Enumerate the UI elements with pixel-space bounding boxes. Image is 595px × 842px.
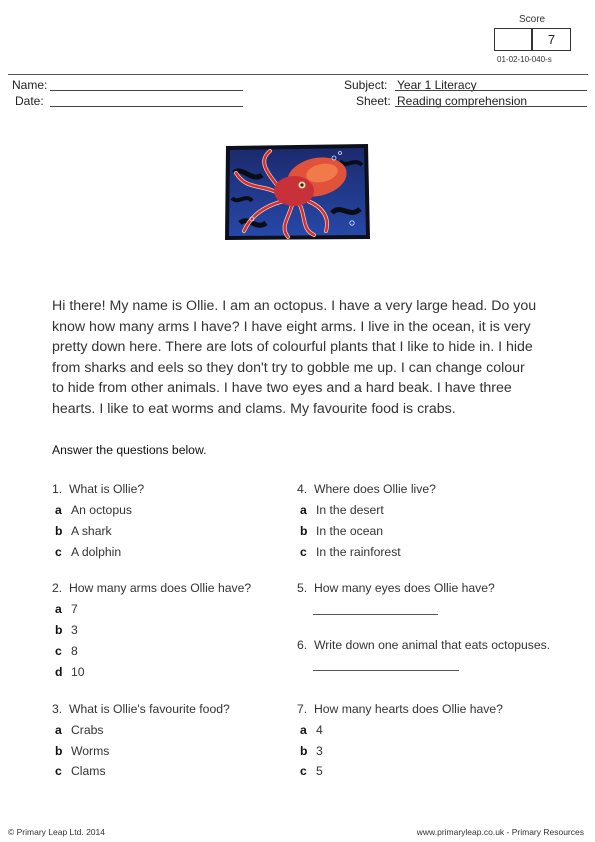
option-letter: d (55, 665, 63, 679)
question-7 (297, 702, 503, 716)
question-number: 1. (52, 482, 63, 496)
score-label: Score (519, 14, 546, 25)
option-letter: b (55, 524, 63, 538)
option-letter: a (300, 503, 307, 517)
answer-line-6[interactable] (313, 670, 459, 671)
option-letter: c (300, 764, 307, 778)
question-text: What is Ollie's favourite food? (68, 702, 230, 716)
score-total: 7 (532, 28, 571, 51)
question-text: Write down one animal that eats octopuses. (313, 638, 551, 652)
question-4 (297, 482, 436, 496)
score-input[interactable] (494, 28, 532, 51)
question-text: How many hearts does Ollie have? (313, 702, 503, 716)
option-text[interactable]: 10 (71, 665, 85, 679)
date-field[interactable] (50, 106, 243, 107)
option-letter: a (55, 723, 62, 737)
question-text: How many eyes does Ollie have? (313, 581, 495, 595)
option-text[interactable]: 7 (71, 602, 78, 616)
question-number: 4. (297, 482, 308, 496)
octopus-illustration (222, 143, 372, 242)
footer-website[interactable]: www.primaryleap.co.uk - Primary Resources (416, 827, 584, 837)
option-letter: c (300, 545, 307, 559)
question-number: 3. (52, 702, 63, 716)
option-letter: b (55, 744, 63, 758)
question-3 (52, 702, 230, 716)
subject-value: Year 1 Literacy (397, 78, 477, 92)
subject-label: Subject: (344, 78, 388, 92)
question-number: 2. (52, 581, 63, 595)
option-letter: b (300, 744, 308, 758)
option-letter: a (55, 503, 62, 517)
name-label: Name: (12, 78, 48, 92)
option-text[interactable]: 8 (71, 644, 78, 658)
date-label: Date: (15, 94, 44, 108)
option-letter: a (300, 723, 307, 737)
question-text: Where does Ollie live? (313, 482, 436, 496)
passage-line: Hi there! My name is Ollie. I am an octopus. I have a very large head. Do you (52, 298, 537, 314)
question-number: 5. (297, 581, 308, 595)
sheet-underline (395, 106, 587, 107)
instruction: Answer the questions below. (52, 443, 207, 457)
option-text[interactable]: In the rainforest (316, 545, 401, 559)
option-text[interactable]: In the desert (316, 503, 384, 517)
subject-underline (395, 90, 587, 91)
question-2 (52, 581, 251, 595)
option-text[interactable]: 3 (71, 623, 78, 637)
passage-line: pretty down here. There are lots of colourful plants that I like to hide in. I hide (52, 339, 533, 356)
passage-line: know how many arms I have? I have eight arms. I live in the ocean, it is very (52, 318, 531, 335)
question-1 (52, 482, 144, 496)
option-letter: c (55, 644, 62, 658)
option-text[interactable]: 4 (316, 723, 323, 737)
option-text[interactable]: In the ocean (316, 524, 384, 538)
passage-line: to hide from other animals. I have two eyes and a hard beak. I have three (52, 380, 512, 397)
option-text[interactable]: Crabs (71, 723, 104, 737)
question-text: What is Ollie? (68, 482, 145, 496)
option-letter: c (55, 764, 62, 778)
passage-line: from sharks and eels so they don't try to gobble me up. I can change colour (52, 359, 525, 376)
option-text[interactable]: 3 (316, 744, 323, 758)
option-text[interactable]: Worms (71, 744, 110, 758)
footer-copyright: © Primary Leap Ltd. 2014 (8, 827, 105, 837)
option-text[interactable]: A shark (71, 524, 112, 538)
reading-passage (52, 296, 552, 420)
option-letter: c (55, 545, 62, 559)
passage-line: hearts. I like to eat worms and clams. My favourite food is crabs. (52, 400, 456, 417)
question-number: 6. (297, 638, 308, 652)
header-divider (8, 74, 588, 75)
option-text[interactable]: 5 (316, 764, 323, 778)
option-text[interactable]: An octopus (71, 503, 132, 517)
sheet-code: 01-02-10-040-s (497, 55, 552, 64)
option-letter: b (300, 524, 308, 538)
name-field[interactable] (50, 90, 243, 91)
question-5 (297, 581, 495, 595)
sheet-label: Sheet: (356, 94, 391, 108)
question-6 (297, 638, 550, 652)
option-text[interactable]: Clams (71, 764, 106, 778)
option-text[interactable]: A dolphin (71, 545, 122, 559)
question-text: How many arms does Ollie have? (68, 581, 252, 595)
option-letter: b (55, 623, 63, 637)
sheet-value: Reading comprehension (397, 94, 528, 108)
question-number: 7. (297, 702, 308, 716)
option-letter: a (55, 602, 62, 616)
answer-line-5[interactable] (313, 614, 438, 615)
